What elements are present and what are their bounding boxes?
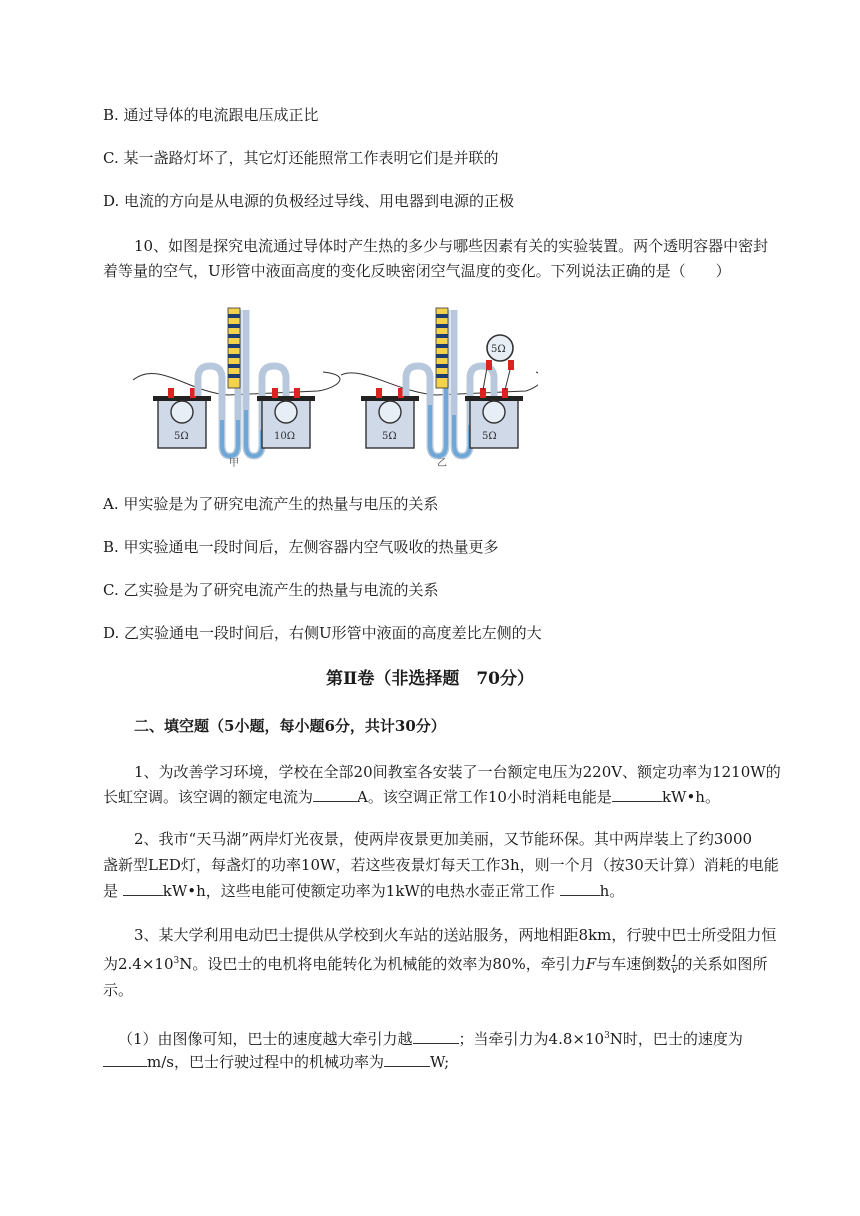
resistor-label-jia-left: 5Ω bbox=[174, 431, 189, 442]
resistor-coil-jia-left bbox=[171, 401, 193, 423]
exponent: 3 bbox=[173, 956, 180, 966]
resistor-label-yi-outside: 5Ω bbox=[491, 344, 506, 355]
resistor-coil-yi-left bbox=[379, 401, 401, 423]
sub1-text-b: ；当牵引力为4.8×10 bbox=[458, 1030, 605, 1048]
resistor-label-yi-left: 5Ω bbox=[382, 431, 397, 442]
answer-blank-trend[interactable] bbox=[413, 1029, 459, 1044]
lid-jia-right bbox=[257, 396, 315, 401]
answer-blank-current[interactable] bbox=[313, 787, 357, 802]
fill1-text-c: kW•h。 bbox=[661, 788, 720, 806]
sub1-text-a: （1）由图像可知，巴士的速度越大牵引力越 bbox=[118, 1030, 413, 1048]
experiment-figure bbox=[128, 300, 538, 475]
terminal bbox=[168, 388, 174, 398]
q9-option-c: C. 某一盏路灯坏了，其它灯还能照常工作表明它们是并联的 bbox=[103, 149, 499, 167]
resistor-coil-yi-right bbox=[483, 401, 505, 423]
answer-blank-energy[interactable] bbox=[612, 787, 662, 802]
sub2-text-b: W; bbox=[429, 1053, 450, 1071]
fill1-line1: 1、为改善学习环境，学校在全部20间教室各安装了一台额定电压为220V、额定功率为1210W的 bbox=[134, 763, 781, 781]
resistor-label-jia-right: 10Ω bbox=[274, 431, 296, 442]
fill2-line3 bbox=[103, 881, 624, 901]
sub2-text-a: m/s，巴士行驶过程中的机械功率为 bbox=[147, 1053, 384, 1071]
part2-title: 第Ⅱ卷（非选择题 70分） bbox=[326, 669, 534, 689]
caption-yi: 乙 bbox=[437, 458, 447, 469]
lid-yi-left bbox=[361, 396, 419, 401]
q9-option-b: B. 通过导体的电流跟电压成正比 bbox=[103, 106, 319, 124]
resistor-coil-jia-right bbox=[275, 401, 297, 423]
answer-blank-month-energy[interactable] bbox=[123, 881, 163, 896]
fill3-text-c: 与车速倒数 bbox=[596, 955, 672, 973]
fill3-sub1-line1 bbox=[118, 1026, 743, 1049]
resistor-label-yi-right: 5Ω bbox=[482, 431, 497, 442]
q10-option-c: C. 乙实验是为了研究电流产生的热量与电流的关系 bbox=[103, 581, 439, 599]
fill3-text-a: 为2.4×10 bbox=[103, 955, 174, 973]
variable-f: F bbox=[585, 955, 597, 973]
fill1-text-a: 长虹空调。该空调的额定电流为 bbox=[103, 788, 314, 806]
answer-blank-hours[interactable] bbox=[560, 881, 600, 896]
fill2-text-c: h。 bbox=[599, 882, 625, 900]
fill2-line2: 盏新型LED灯，每盏灯的功率10W，若这些夜景灯每天工作3h，则一个月（按30天计算）消耗的电能 bbox=[103, 856, 779, 874]
fill1-text-b: A。该空调正常工作10小时消耗电能是 bbox=[357, 788, 612, 806]
answer-blank-power[interactable] bbox=[384, 1052, 430, 1067]
terminal bbox=[508, 360, 514, 370]
q10-stem-line2: 着等量的空气，U形管中液面高度的变化反映密闭空气温度的变化。下列说法正确的是（ ） bbox=[103, 262, 731, 280]
q10-stem-line1: 10、如图是探究电流通过导体时产生热的多少与哪些因素有关的实验装置。两个透明容器中密封 bbox=[134, 237, 769, 255]
fill3-line3: 示。 bbox=[103, 981, 134, 999]
fill3-text-b: N。设巴士的电机将电能转化为机械能的效率为80%，牵引力 bbox=[179, 955, 586, 973]
terminal bbox=[294, 388, 300, 398]
apparatus-jia bbox=[133, 308, 340, 469]
fill2-text-b: kW•h，这些电能可使额定功率为1kW的电热水壶正常工作 bbox=[162, 882, 560, 900]
q10-option-b: B. 甲实验通电一段时间后，左侧容器内空气吸收的热量更多 bbox=[103, 538, 499, 556]
sub1-text-c: N时，巴士的速度为 bbox=[609, 1030, 743, 1048]
terminal bbox=[376, 388, 382, 398]
fill3-text-d: 的关系如图所 bbox=[677, 955, 768, 973]
q10-option-d: D. 乙实验通电一段时间后，右侧U形管中液面的高度差比左侧的大 bbox=[103, 624, 542, 642]
terminal bbox=[272, 388, 278, 398]
fill2-line1: 2、我市“天马湖”两岸灯光夜景，使两岸夜景更加美丽，又节能环保。其中两岸装上了约3000 bbox=[134, 830, 753, 848]
fraction-numerator: 1 bbox=[671, 953, 678, 965]
lid-yi-right bbox=[465, 396, 523, 401]
fill2-text-a: 是 bbox=[103, 882, 123, 900]
apparatus-yi bbox=[341, 308, 538, 469]
caption-jia: 甲 bbox=[229, 458, 239, 469]
q10-option-a: A. 甲实验是为了研究电流产生的热量与电压的关系 bbox=[103, 495, 439, 513]
answer-blank-speed[interactable] bbox=[103, 1052, 147, 1067]
terminal bbox=[486, 360, 492, 370]
q9-option-d: D. 电流的方向是从电源的负极经过导线、用电器到电源的正极 bbox=[103, 192, 515, 210]
fill3-sub1-line2 bbox=[103, 1052, 449, 1072]
section2-title: 二、填空题（5小题，每小题6分，共计30分） bbox=[134, 717, 446, 735]
lid-jia-left bbox=[153, 396, 211, 401]
fill3-line1: 3、某大学利用电动巴士提供从学校到火车站的送站服务，两地相距8km，行驶中巴士所受阻力恒 bbox=[134, 926, 777, 944]
fraction-denominator: v bbox=[671, 964, 678, 976]
exponent: 3 bbox=[604, 1031, 610, 1041]
fill3-line2 bbox=[103, 951, 768, 976]
fill1-line2 bbox=[103, 787, 720, 807]
